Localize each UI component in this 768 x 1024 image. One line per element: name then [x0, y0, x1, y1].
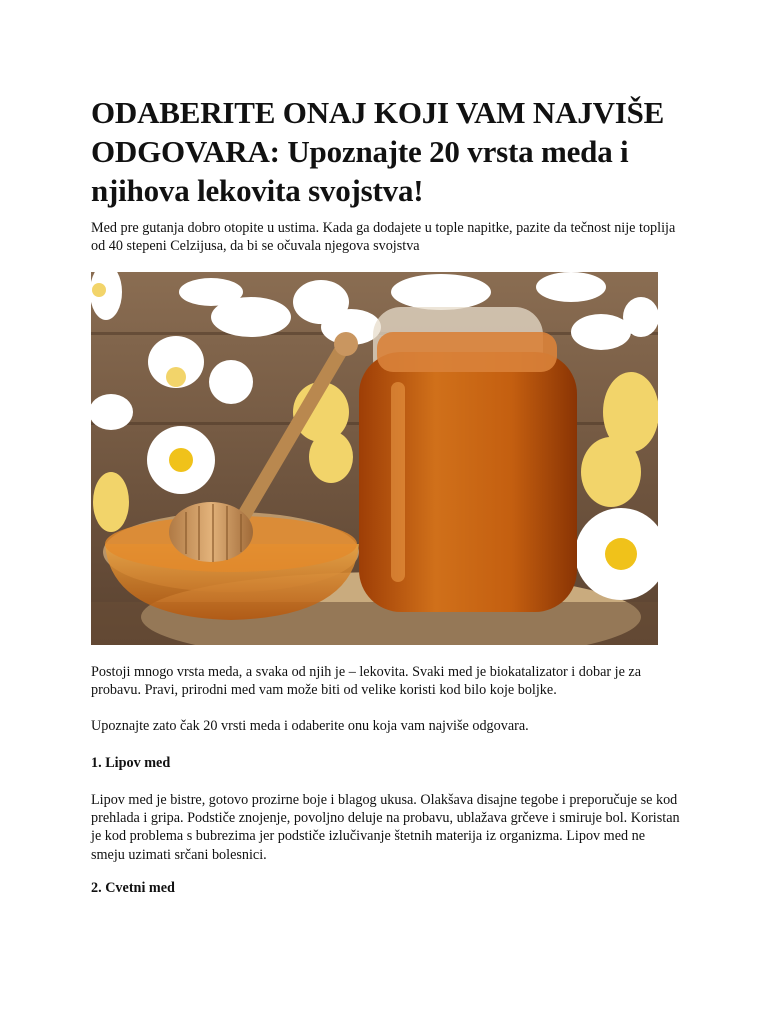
paragraph-2: Upoznajte zato čak 20 vrsti meda i odaberite onu koja vam najviše odgovara.	[91, 718, 529, 734]
honey-jar-photo	[91, 272, 658, 645]
article-title: ODABERITE ONAJ KOJI VAM NAJVIŠE ODGOVARA: Upoznajte 20 vrsta meda i njihova lekovita svojstva!	[91, 95, 665, 208]
section-heading-lipov: 1. Lipov med	[91, 755, 171, 771]
paragraph-1: Postoji mnogo vrsta meda, a svaka od njih je – lekovita. Svaki med je biokatalizator i dobar je za probavu. Pravi, prirodni med vam može biti od velike koristi kod bilo koje boljke.	[91, 664, 642, 699]
section-heading-cvetni: 2. Cvetni med	[91, 880, 175, 896]
intro-paragraph: Med pre gutanja dobro otopite u ustima. Kada ga dodajete u tople napitke, pazite da tečnost nije toplija od 40 stepeni Celzijusa, da bi se očuvala njegova svojstva	[91, 220, 676, 255]
section-text-lipov: Lipov med je bistre, gotovo prozirne boje i blagog ukusa. Olakšava disajne tegobe i preporučuje se kod prehlada i gripa. Podstiče znojenje, povoljno deluje na probavu, ublažava grčeve i smiruje bol. Koristan je kod problema s bubrezima jer podstiče izlučivanje štetnih materija iz organizma. Lipov med ne smeju uzimati srčani bolesnici.	[91, 792, 680, 863]
